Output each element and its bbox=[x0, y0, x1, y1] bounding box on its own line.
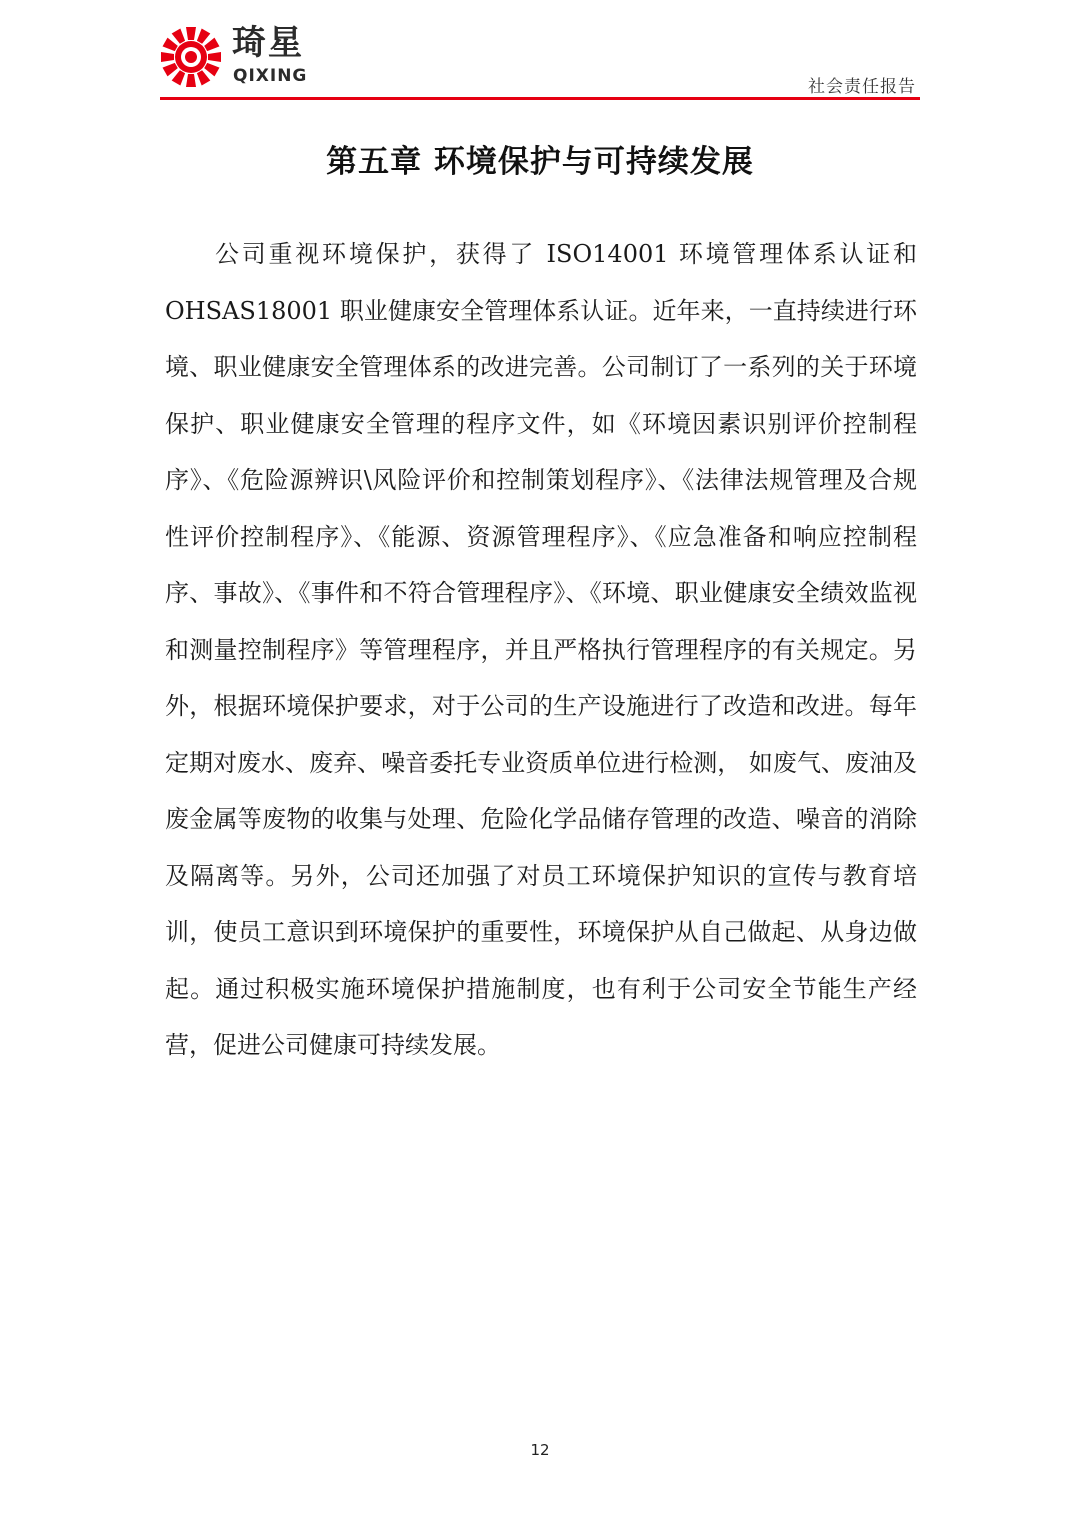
chapter-title: 第五章 环境保护与可持续发展 bbox=[326, 144, 754, 180]
logo-chinese-name: 琦星 bbox=[232, 23, 304, 63]
qixing-sunburst-logo-icon bbox=[160, 26, 222, 88]
body-paragraph: 公司重视环境保护，获得了 ISO14001 环境管理体系认证和 OHSAS18001 职业健康安全管理体系认证。近年来，一直持续进行环境、职业健康安全管理体系的改进完善。公司制订了一系列的关于环境保护、职业健康安全管理的程序文件，如《环境因素识别评价控制程序》、《危险源辨识\风险评价和控制策划程序》、《法律法规管理及合规性评价控制程序》、《能源、资源管理程序》、《应急准备和响应控制程序、事故》、《事件和不符合管理程序》、《环境、职业健康安全绩效监视和测量控制程序》等管理程序，并且严格执行管理程序的有关规定。另外，根据环境保护要求，对于公司的生产设施进行了改造和改进。每年定期对废水、废弃、噪音委托专业资质单位进行检测， 如废气、废油及废金属等废物的收集与处理、危险化学品储存管理的改造、噪音的消除及隔离等。另外，公司还加强了对员工环境保护知识的宣传与教育培训，使员工意识到环境保护的重要性，环境保护从自己做起、从身边做起。通过积极实施环境保护措施制度，也有利于公司安全节能生产经营，促进公司健康可持续发展。 bbox=[165, 240, 917, 1059]
page-number: 12 bbox=[530, 1441, 550, 1459]
logo-english-name: QIXING bbox=[233, 66, 308, 86]
company-logo bbox=[160, 22, 320, 92]
header-divider bbox=[160, 97, 920, 100]
page-header bbox=[160, 22, 920, 102]
report-label: 社会责任报告 bbox=[808, 77, 916, 97]
